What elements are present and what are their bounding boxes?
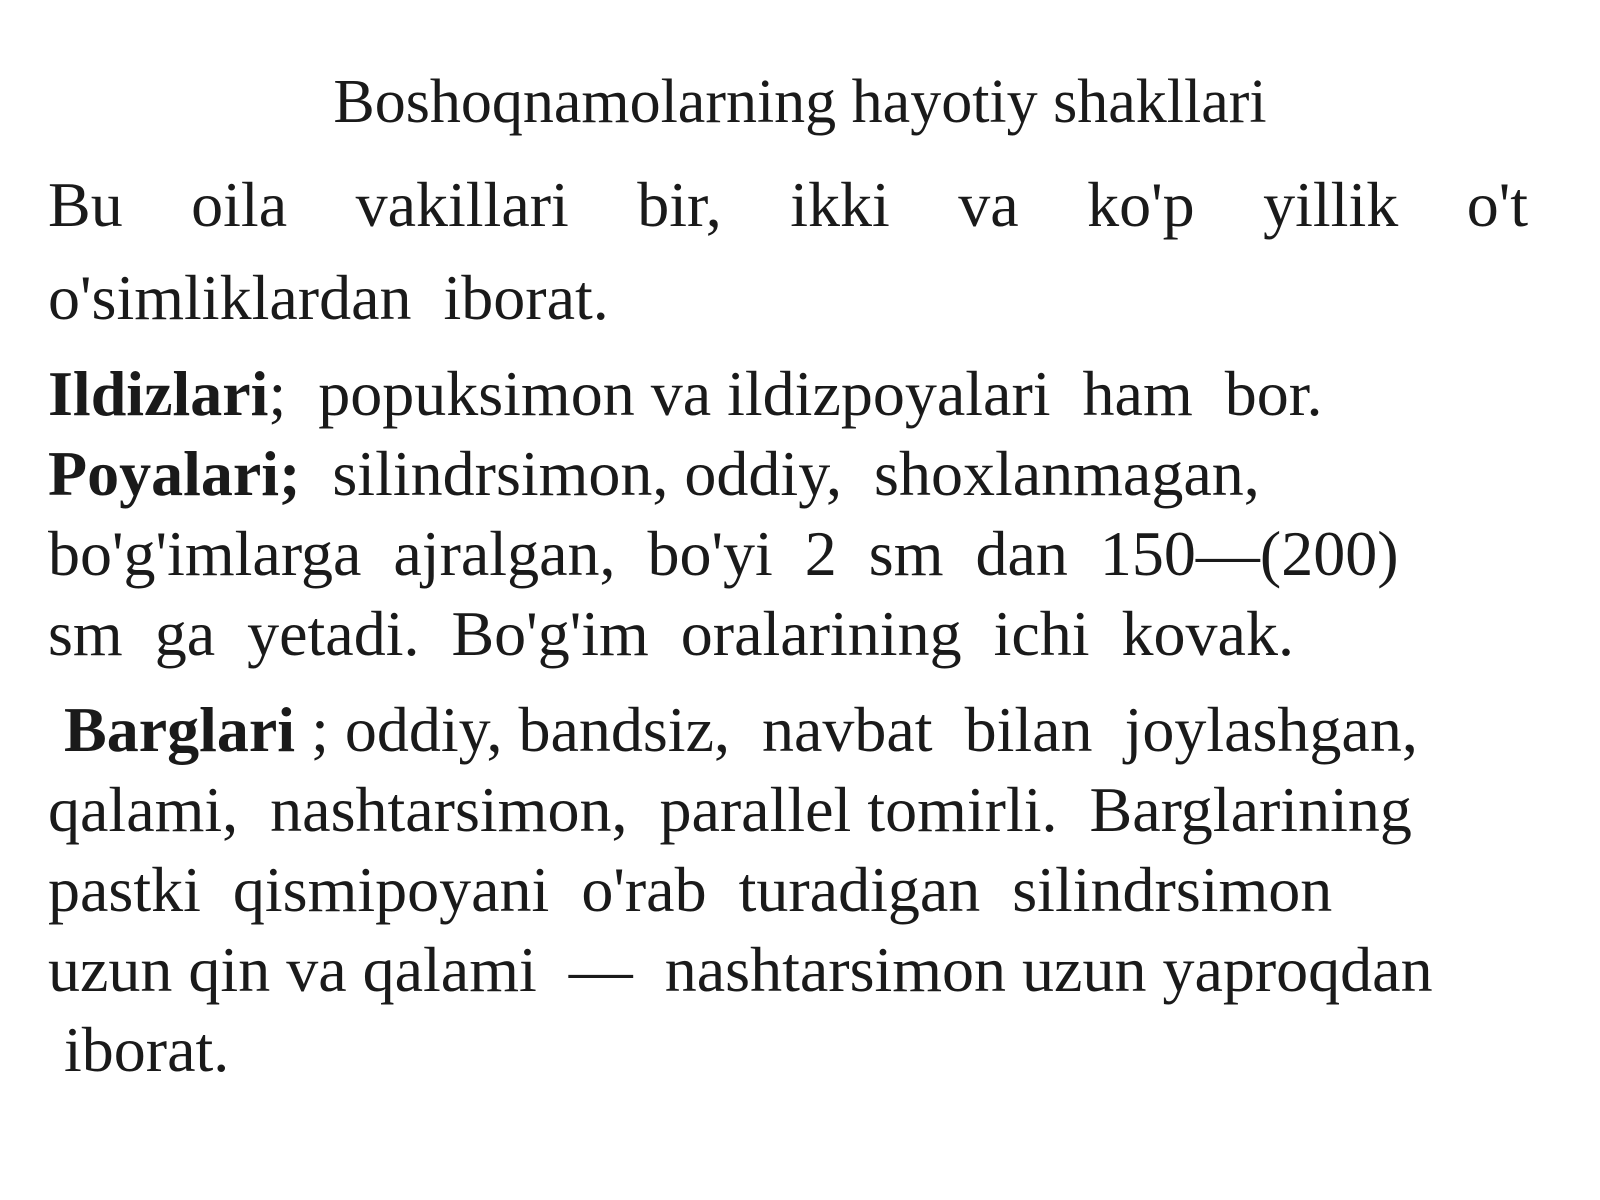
leaves-line-1 <box>48 690 1418 770</box>
slide-title: Boshoqnamolarning hayotiy shakllari <box>333 68 1267 136</box>
stems-line-3: sm ga yetadi. Bo'g'im oralarining ichi kovak. <box>48 598 1294 669</box>
stems-line-2: bo'g'imlarga ajralgan, bo'yi 2 sm dan 150—(200) <box>48 518 1399 589</box>
leaves-line-2: qalami, nashtarsimon, parallel tomirli. Barglarining <box>48 774 1412 845</box>
roots-text: ; popuksimon va ildizpoyalari ham bor. <box>268 358 1323 429</box>
intro-line-2: o'simliklardan iborat. <box>48 262 609 333</box>
stems-text: silindrsimon, oddiy, shoxlanmagan, <box>300 438 1260 509</box>
leaves-line-3: pastki qismipoyani o'rab turadigan silindrsimon <box>48 854 1333 925</box>
leaves-line-5: iborat. <box>48 1014 230 1085</box>
leaves-line-4: uzun qin va qalami — nashtarsimon uzun yaproqdan <box>48 934 1433 1005</box>
roots-line <box>48 354 1323 434</box>
roots-term: Ildizlari <box>48 358 269 429</box>
leaves-lead <box>48 694 64 765</box>
intro-line-1: Bu oila vakillari bir, ikki va ko'p yillik o't <box>48 169 1528 240</box>
stems-term: Poyalari; <box>48 438 301 509</box>
leaves-term: Barglari <box>64 694 296 765</box>
leaves-text: ; oddiy, bandsiz, navbat bilan joylashgan, <box>295 694 1418 765</box>
stems-line-1 <box>48 434 1260 514</box>
